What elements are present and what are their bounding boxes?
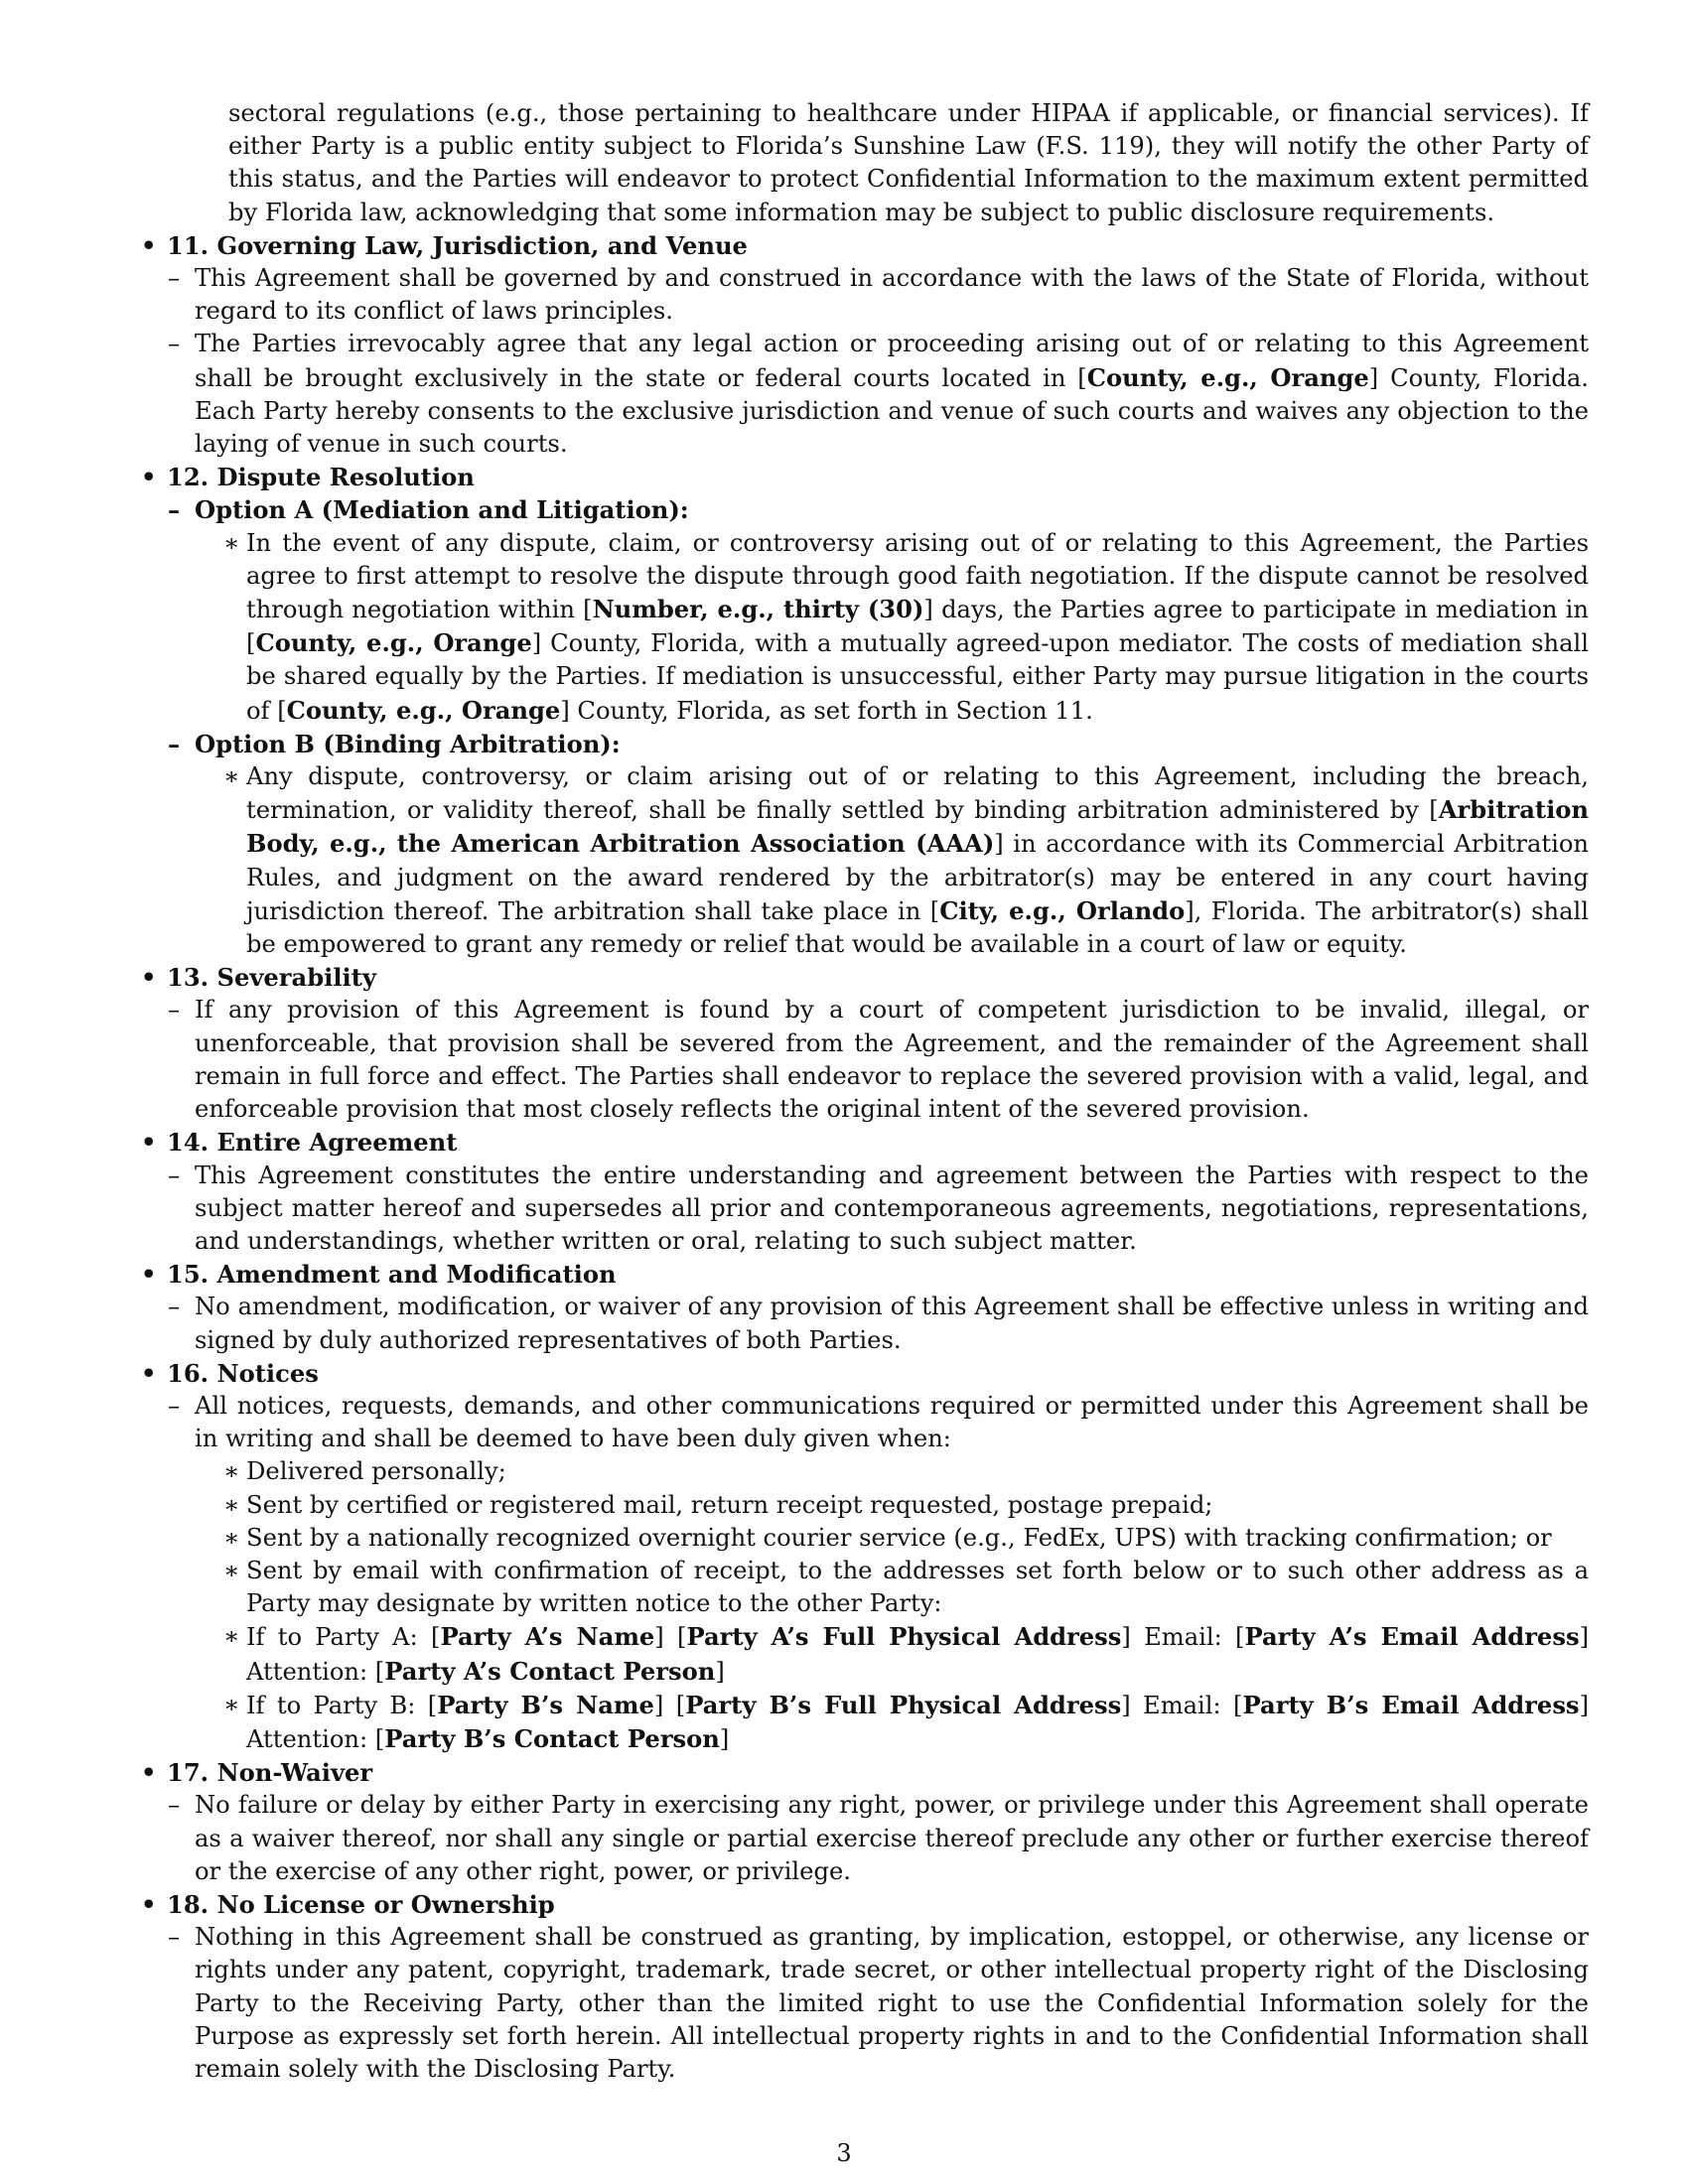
section-11-paragraph-2: – The Parties irrevocably agree that any legal action or proceeding arising out of or relating to this Agreement shall be brought exclusively in the state or federal courts located in [County, e.g., Orange] County, Florida. Each Party hereby consents to the exclusive jurisdiction and venue of such courts and waives any objection to the laying of venue in such courts.: [129, 328, 1589, 461]
notice-party-a: ∗ If to Party A: [Party A’s Name] [Party A’s Full Physical Address] Email: [Party A’s Email Address] Attention: [Party A’s Contact Person]: [129, 1620, 1589, 1688]
section-18-paragraph: – Nothing in this Agreement shall be construed as granting, by implication, estoppel, or otherwise, any license or rights under any patent, copyright, trademark, trade secret, or other intellectual property right of the Disclosing Party to the Receiving Party, other than the limited right to use the Confidential Information solely for the Purpose as expressly set forth herein. All intellectual property rights in and to the Confidential Information shall remain solely with the Disclosing Party.: [129, 1921, 1589, 2086]
notice-method-2: ∗ Sent by certified or registered mail, return receipt requested, postage prepaid;: [129, 1489, 1589, 1522]
section-13-paragraph: – If any provision of this Agreement is found by a court of competent jurisdiction to be invalid, illegal, or unenforceable, that provision shall be severed from the Agreement, and the remainder of the Agreement shall remain in full force and effect. The Parties shall endeavor to replace the severed provision with a valid, legal, and enforceable provision that most closely reflects the original intent of the severed provision.: [129, 994, 1589, 1126]
section-12-heading: • 12. Dispute Resolution: [129, 461, 1589, 493]
notice-method-4: ∗ Sent by email with confirmation of receipt, to the addresses set forth below or to such other address as a Party may designate by written notice to the other Party:: [129, 1555, 1589, 1620]
option-a-text: ∗ In the event of any dispute, claim, or controversy arising out of or relating to this Agreement, the Parties agree to first attempt to resolve the dispute through good faith negotiation. If the dispute cannot be resolved through negotiation within [Number, e.g., thirty (30)] days, the Parties agree to participate in mediation in [County, e.g., Orange] County, Florida, with a mutually agreed-upon mediator. The costs of mediation shall be shared equally by the Parties. If mediation is unsuccessful, either Party may pursue litigation in the courts of [County, e.g., Orange] County, Florida, as set forth in Section 11.: [129, 527, 1589, 728]
notice-method-1: ∗ Delivered personally;: [129, 1455, 1589, 1488]
section-11-paragraph-1: – This Agreement shall be governed by and construed in accordance with the laws of the State of Florida, without regard to its conflict of laws principles.: [129, 262, 1589, 328]
section-18-heading: • 18. No License or Ownership: [129, 1888, 1589, 1921]
option-b-heading: – Option B (Binding Arbitration):: [129, 728, 1589, 760]
section-15-paragraph: – No amendment, modification, or waiver of any provision of this Agreement shall be effective unless in writing and signed by duly authorized representatives of both Parties.: [129, 1291, 1589, 1356]
option-b-text: ∗ Any dispute, controversy, or claim arising out of or relating to this Agreement, including the breach, termination, or validity thereof, shall be finally settled by binding arbitration administered by [Arbitration Body, e.g., the American Arbitration Association (AAA)] in accordance with its Commercial Arbitration Rules, and judgment on the award rendered by the arbitrator(s) may be entered in any court having jurisdiction thereof. The arbitration shall take place in [City, e.g., Orlando], Florida. The arbitrator(s) shall be empowered to grant any remedy or relief that would be available in a court of law or equity.: [129, 760, 1589, 961]
section-11-heading: • 11. Governing Law, Jurisdiction, and Venue: [129, 229, 1589, 262]
notice-method-3: ∗ Sent by a nationally recognized overnight courier service (e.g., FedEx, UPS) with tracking confirmation; or: [129, 1522, 1589, 1555]
option-a-heading: – Option A (Mediation and Litigation):: [129, 493, 1589, 526]
page-number: 3: [836, 2139, 852, 2167]
section-14-paragraph: – This Agreement constitutes the entire understanding and agreement between the Parties with respect to the subject matter hereof and supersedes all prior and contemporaneous agreements, negotiations, representations, and understandings, whether written or oral, relating to such subject matter.: [129, 1160, 1589, 1259]
section-14-heading: • 14. Entire Agreement: [129, 1126, 1589, 1159]
section-15-heading: • 15. Amendment and Modification: [129, 1258, 1589, 1291]
section-17-paragraph: – No failure or delay by either Party in exercising any right, power, or privilege under this Agreement shall operate as a waiver thereof, nor shall any single or partial exercise thereof preclude any other or further exercise thereof or the exercise of any other right, power, or privilege.: [129, 1789, 1589, 1888]
intro-continuation: sectoral regulations (e.g., those pertaining to healthcare under HIPAA if applicable, or financial services). If either Party is a public entity subject to Florida’s Sunshine Law (F.S. 119), they will notify the other Party of this status, and the Parties will endeavor to protect Confidential Information to the maximum extent permitted by Florida law, acknowledging that some information may be subject to public disclosure requirements.: [228, 99, 1589, 226]
section-16-heading: • 16. Notices: [129, 1357, 1589, 1390]
section-13-heading: • 13. Severability: [129, 961, 1589, 994]
document-page: [129, 97, 1589, 2086]
notice-party-b: ∗ If to Party B: [Party B’s Name] [Party B’s Full Physical Address] Email: [Party B’s Email Address] Attention: [Party B’s Contact Person]: [129, 1689, 1589, 1756]
section-16-paragraph: – All notices, requests, demands, and other communications required or permitted under this Agreement shall be in writing and shall be deemed to have been duly given when:: [129, 1390, 1589, 1455]
section-17-heading: • 17. Non-Waiver: [129, 1756, 1589, 1789]
